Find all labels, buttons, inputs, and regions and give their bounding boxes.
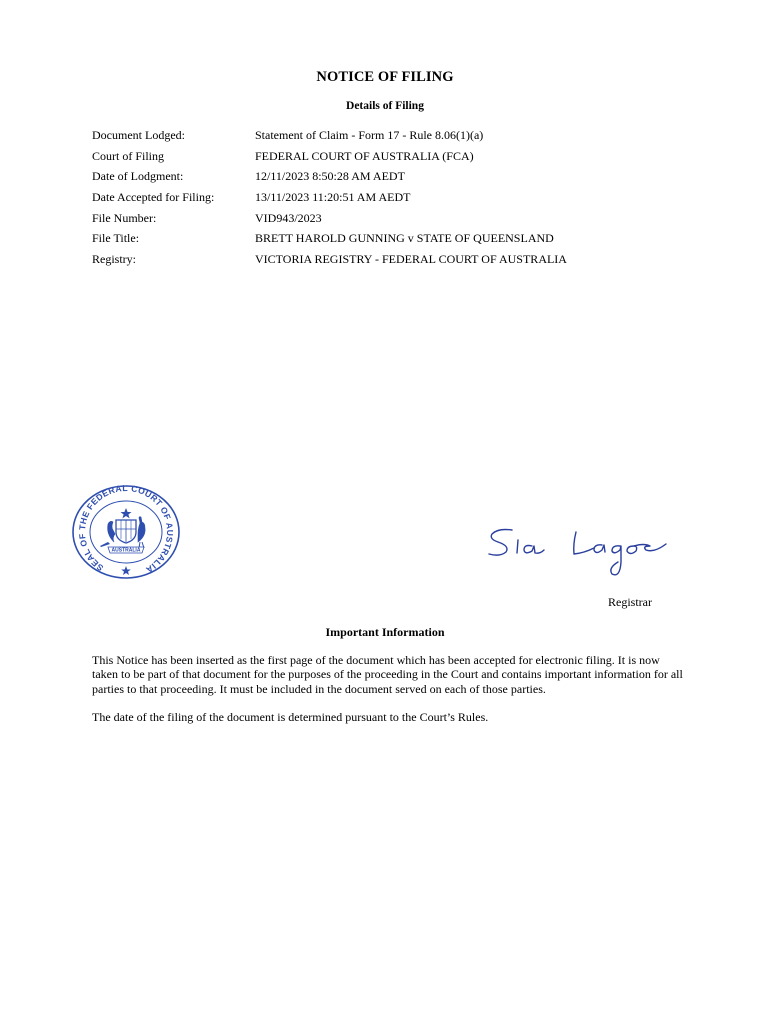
important-information-heading: Important Information xyxy=(325,625,445,639)
info-paragraph: The date of the filing of the document is determined pursuant to the Court’s Rules. xyxy=(92,710,489,725)
registrar-signature xyxy=(484,522,674,584)
page-title: NOTICE OF FILING xyxy=(316,69,454,85)
detail-row-date-of-lodgment xyxy=(92,169,712,190)
page-subtitle: Details of Filing xyxy=(346,100,424,112)
detail-label: Registry: xyxy=(92,252,136,267)
detail-value: VID943/2023 xyxy=(255,210,322,225)
detail-label: Court of Filing xyxy=(92,148,165,163)
detail-row-document-lodged xyxy=(92,128,712,149)
seal-ring-text: SEAL OF THE FEDERAL COURT OF AUSTRALIA xyxy=(76,484,176,576)
detail-row-file-number xyxy=(92,211,712,232)
detail-row-date-accepted xyxy=(92,190,712,211)
detail-label: Date of Lodgment: xyxy=(92,169,184,184)
detail-row-court-of-filing xyxy=(92,149,712,170)
detail-row-registry xyxy=(92,252,712,273)
detail-label: Document Lodged: xyxy=(92,128,185,142)
detail-value: Statement of Claim - Form 17 - Rule 8.06(1)(a) xyxy=(255,128,484,142)
detail-value: BRETT HAROLD GUNNING v STATE OF QUEENSLAND xyxy=(255,231,554,246)
detail-label: File Title: xyxy=(92,231,140,246)
registrar-label: Registrar xyxy=(608,595,652,609)
detail-label: File Number: xyxy=(92,210,157,225)
detail-label: Date Accepted for Filing: xyxy=(92,190,215,205)
court-seal-icon xyxy=(70,484,182,584)
filing-details xyxy=(92,128,712,273)
seal-banner-text: AUSTRALIA xyxy=(111,547,141,554)
detail-value: FEDERAL COURT OF AUSTRALIA (FCA) xyxy=(255,148,474,163)
detail-row-file-title xyxy=(92,231,712,252)
detail-value: 12/11/2023 8:50:28 AM AEDT xyxy=(255,169,405,184)
detail-value: 13/11/2023 11:20:51 AM AEDT xyxy=(255,190,411,205)
important-information-body xyxy=(92,653,688,739)
detail-value: VICTORIA REGISTRY - FEDERAL COURT OF AUSTRALIA xyxy=(255,252,567,267)
info-paragraph: This Notice has been inserted as the first page of the document which has been accepted for electronic filing. It is now taken to be part of that document for the purposes of the proceeding in the Court and contains important information for all parties to that proceeding. It must be included in the document served on each of those parties. xyxy=(92,653,683,696)
